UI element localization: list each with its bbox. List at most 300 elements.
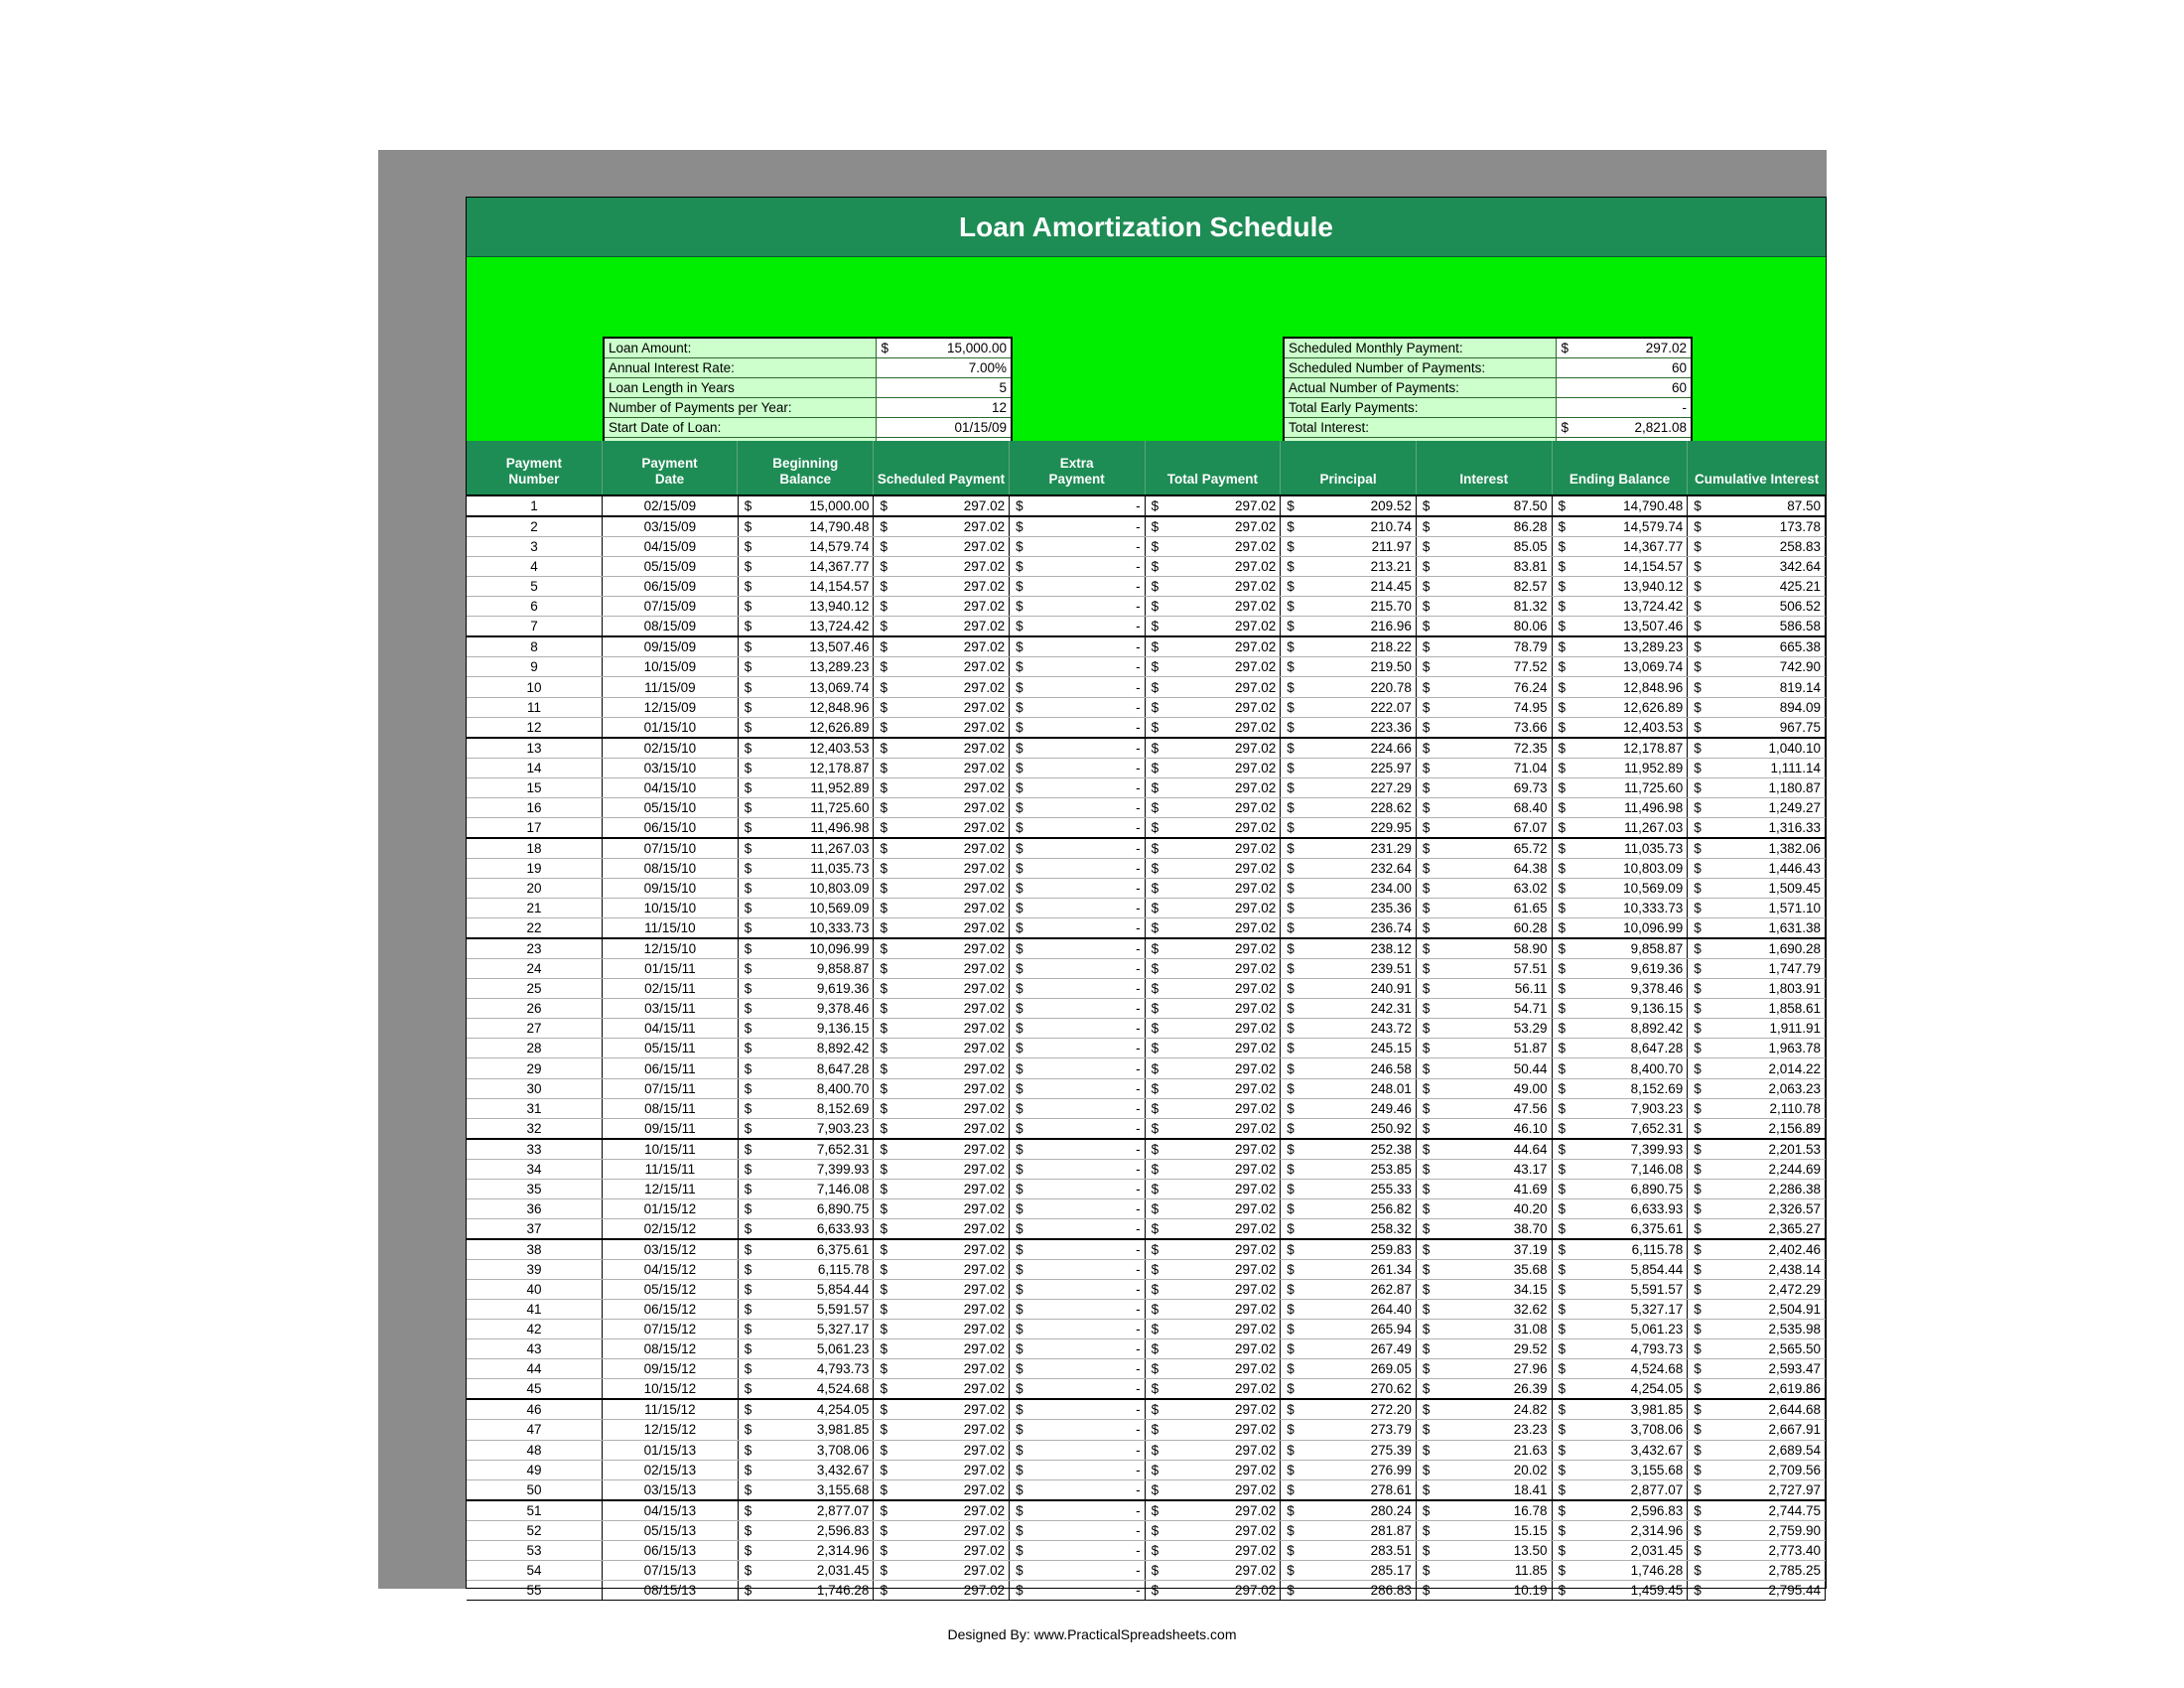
col-scheduled-payment-cell: [874, 959, 1010, 979]
col-total-payment-header: Total Payment: [1146, 441, 1282, 494]
col-principal-cell: [1281, 777, 1417, 797]
summary-value-cell[interactable]: [1556, 377, 1692, 397]
col-cumulative-interest-cell: [1688, 677, 1826, 697]
col-ending-balance-cell: [1552, 677, 1688, 697]
cell-value: 297.02: [1234, 1341, 1277, 1357]
currency-symbol: $: [1287, 1220, 1295, 1236]
col-scheduled-payment-cell: [874, 1500, 1010, 1521]
cell-value: 1,316.33: [1768, 819, 1821, 835]
col-beginning-balance-cell: [738, 979, 874, 999]
col-ending-balance-cell: [1552, 1440, 1688, 1460]
currency-symbol: $: [1422, 1282, 1431, 1298]
col-interest-cell: [1416, 1218, 1552, 1239]
currency-symbol: $: [1287, 799, 1295, 815]
loan-info-value-cell[interactable]: [876, 397, 1012, 417]
cell-value: 297.02: [1234, 1502, 1277, 1518]
col-ending-balance-cell: [1552, 838, 1688, 859]
summary-value-cell[interactable]: [1556, 397, 1692, 417]
cell-value: 297.02: [1234, 539, 1277, 555]
cell-value: 248.01: [1370, 1080, 1412, 1096]
cell-value: 15,000.00: [809, 498, 870, 514]
loan-info-row: [604, 397, 1012, 417]
col-cumulative-interest-cell: [1688, 1420, 1826, 1440]
cell-value: -: [1136, 760, 1141, 775]
cell-value: 297.02: [963, 1261, 1006, 1277]
currency-symbol: $: [1151, 760, 1160, 775]
cell-value: 272.20: [1370, 1402, 1412, 1418]
col-payment-number-cell: 49: [467, 1460, 603, 1479]
cell-value: 12,403.53: [809, 740, 870, 756]
currency-symbol: $: [1151, 1282, 1160, 1298]
currency-symbol: $: [1151, 498, 1160, 514]
col-extra-payment-cell: [1010, 1098, 1146, 1118]
col-extra-payment-cell: [1010, 516, 1146, 537]
cell-value: 4,793.73: [816, 1361, 870, 1377]
currency-symbol: $: [1287, 1402, 1295, 1418]
currency-symbol: $: [744, 679, 752, 695]
col-beginning-balance-cell: [738, 1300, 874, 1320]
summary-label: Total Interest:: [1284, 417, 1556, 437]
col-ending-balance-cell: [1552, 1420, 1688, 1440]
cell-value: 297.02: [963, 880, 1006, 896]
currency-symbol: $: [744, 1041, 752, 1056]
col-payment-number-cell: 3: [467, 537, 603, 557]
cell-value: 54.71: [1513, 1001, 1548, 1017]
col-beginning-balance-cell: [738, 1560, 874, 1580]
col-payment-date-cell: 07/15/11: [603, 1078, 739, 1098]
col-payment-date-cell: 09/15/12: [603, 1359, 739, 1379]
col-ending-balance-cell: [1552, 797, 1688, 817]
table-row: [467, 1500, 1826, 1521]
cell-value: 12,178.87: [1623, 740, 1684, 756]
currency-symbol: $: [1287, 1422, 1295, 1438]
table-row: [467, 1300, 1826, 1320]
col-scheduled-payment-cell: [874, 878, 1010, 898]
cell-value: 26.39: [1513, 1381, 1548, 1397]
cell-value: 82.57: [1513, 579, 1548, 595]
currency-symbol: $: [1287, 760, 1295, 775]
currency-symbol: $: [1694, 1322, 1702, 1337]
col-ending-balance-cell: [1552, 979, 1688, 999]
currency-symbol: $: [1016, 1021, 1024, 1037]
cell-value: 209.52: [1370, 498, 1412, 514]
currency-symbol: $: [1287, 639, 1295, 655]
cell-value: -: [1136, 1562, 1141, 1578]
cell-value: 210.74: [1370, 519, 1412, 535]
loan-info-value-cell[interactable]: [876, 377, 1012, 397]
cell-value: 232.64: [1370, 860, 1412, 876]
loan-info-label: Loan Amount:: [604, 338, 876, 357]
col-payment-date-cell: 03/15/09: [603, 516, 739, 537]
currency-symbol: $: [1422, 1080, 1431, 1096]
currency-symbol: $: [880, 1080, 887, 1096]
col-interest-cell: [1416, 1198, 1552, 1218]
col-total-payment-cell: [1145, 1560, 1281, 1580]
col-payment-date-cell: 07/15/13: [603, 1560, 739, 1580]
col-scheduled-payment-cell: [874, 1440, 1010, 1460]
table-row: [467, 1420, 1826, 1440]
col-ending-balance-cell: [1552, 697, 1688, 717]
currency-symbol: $: [1422, 1181, 1431, 1196]
col-ending-balance-cell: [1552, 738, 1688, 759]
currency-symbol: $: [1016, 1241, 1024, 1257]
currency-symbol: $: [1287, 519, 1295, 535]
currency-symbol: $: [1422, 740, 1431, 756]
cell-value: -: [1136, 1241, 1141, 1257]
col-principal-cell: [1281, 899, 1417, 918]
col-ending-balance-cell: [1552, 1019, 1688, 1039]
cell-value: 249.46: [1370, 1100, 1412, 1116]
cell-value: 2,689.54: [1768, 1442, 1821, 1458]
col-payment-date-header: Payment Date: [603, 441, 739, 494]
col-cumulative-interest-cell: [1688, 758, 1826, 777]
col-beginning-balance-cell: [738, 1479, 874, 1500]
currency-symbol: $: [1422, 659, 1431, 675]
col-payment-date-cell: 11/15/10: [603, 918, 739, 939]
currency-symbol: $: [1422, 1442, 1431, 1458]
col-extra-payment-cell: [1010, 1379, 1146, 1400]
cell-value: 41.69: [1513, 1181, 1548, 1196]
cell-value: 6,115.78: [1631, 1241, 1684, 1257]
currency-symbol: $: [1694, 779, 1702, 795]
currency-symbol: $: [880, 981, 887, 997]
cell-value: 265.94: [1370, 1322, 1412, 1337]
cell-value: 218.22: [1370, 639, 1412, 655]
col-cumulative-interest-cell: [1688, 1058, 1826, 1078]
currency-symbol: $: [1694, 1060, 1702, 1076]
summary-row: [1284, 417, 1692, 437]
cell-value: 7,146.08: [1630, 1161, 1684, 1177]
loan-input-area: [467, 257, 1826, 441]
cell-value: 297.02: [1234, 1282, 1277, 1298]
cell-value: 77.52: [1513, 659, 1548, 675]
col-scheduled-payment-cell: [874, 677, 1010, 697]
col-scheduled-payment-cell: [874, 918, 1010, 939]
loan-info-row: [604, 357, 1012, 377]
col-scheduled-payment-cell: [874, 657, 1010, 677]
cell-value: -: [1136, 880, 1141, 896]
currency-symbol: $: [1287, 901, 1295, 916]
col-total-payment-cell: [1145, 999, 1281, 1019]
col-payment-number-cell: 48: [467, 1440, 603, 1460]
cell-value: 15.15: [1513, 1522, 1548, 1538]
currency-symbol: $: [880, 1120, 887, 1136]
currency-symbol: $: [1287, 1141, 1295, 1157]
loan-info-value-cell[interactable]: [876, 357, 1012, 377]
currency-symbol: $: [880, 799, 887, 815]
currency-symbol: $: [744, 1422, 752, 1438]
cell-value: 9,136.15: [816, 1021, 870, 1037]
currency-symbol: $: [1694, 699, 1702, 715]
currency-symbol: $: [1558, 1341, 1567, 1357]
currency-symbol: $: [1694, 1041, 1702, 1056]
col-total-payment-cell: [1145, 938, 1281, 959]
cell-value: 297.02: [963, 659, 1006, 675]
col-principal-cell: [1281, 597, 1417, 617]
currency-symbol: $: [1694, 1001, 1702, 1017]
currency-symbol: $: [1016, 619, 1024, 634]
col-ending-balance-cell: [1552, 938, 1688, 959]
col-extra-payment-cell: [1010, 738, 1146, 759]
currency-symbol: $: [744, 740, 752, 756]
col-scheduled-payment-cell: [874, 1098, 1010, 1118]
col-interest-cell: [1416, 1520, 1552, 1540]
cell-value: -: [1136, 1522, 1141, 1538]
col-cumulative-interest-cell: [1688, 1218, 1826, 1239]
col-total-payment-cell: [1145, 797, 1281, 817]
col-beginning-balance-cell: [738, 1198, 874, 1218]
col-total-payment-cell: [1145, 1339, 1281, 1359]
col-cumulative-interest-cell: [1688, 918, 1826, 939]
col-interest-cell: [1416, 1078, 1552, 1098]
currency-symbol: $: [1016, 799, 1024, 815]
cell-value: 2,438.14: [1768, 1261, 1821, 1277]
cell-value: 14,367.77: [1623, 539, 1684, 555]
col-extra-payment-cell: [1010, 777, 1146, 797]
cell-value: -: [1136, 1100, 1141, 1116]
cell-value: 228.62: [1370, 799, 1412, 815]
cell-value: -: [1136, 1080, 1141, 1096]
cell-value: 2,286.38: [1768, 1181, 1821, 1196]
col-principal-cell: [1281, 1500, 1417, 1521]
col-cumulative-interest-cell: [1688, 516, 1826, 537]
col-payment-number-cell: 33: [467, 1139, 603, 1160]
currency-symbol: $: [1016, 1481, 1024, 1497]
currency-symbol: $: [1558, 981, 1567, 997]
col-scheduled-payment-cell: [874, 777, 1010, 797]
currency-symbol: $: [1694, 840, 1702, 856]
currency-symbol: $: [1016, 559, 1024, 575]
cell-value: 223.36: [1370, 719, 1412, 735]
currency-symbol: $: [880, 1200, 887, 1216]
currency-symbol: $: [1287, 1341, 1295, 1357]
cell-value: -: [1136, 961, 1141, 977]
currency-symbol: $: [1016, 659, 1024, 675]
cell-value: 11,725.60: [1624, 779, 1684, 795]
currency-symbol: $: [880, 901, 887, 916]
currency-symbol: $: [1151, 1161, 1160, 1177]
cell-value: 2,759.90: [1768, 1522, 1821, 1538]
cell-value: 1,382.06: [1768, 840, 1821, 856]
currency-symbol: $: [744, 559, 752, 575]
col-ending-balance-cell: [1552, 899, 1688, 918]
col-scheduled-payment-cell: [874, 738, 1010, 759]
loan-info-value-cell[interactable]: [876, 338, 1012, 357]
col-payment-number-cell: 52: [467, 1520, 603, 1540]
currency-symbol: $: [1694, 740, 1702, 756]
cell-value: 297.02: [963, 1100, 1006, 1116]
loan-info-value-cell[interactable]: [876, 417, 1012, 437]
currency-symbol: $: [1558, 1100, 1567, 1116]
cell-value: -: [1136, 1302, 1141, 1318]
currency-symbol: $: [744, 860, 752, 876]
col-payment-date-cell: 02/15/13: [603, 1460, 739, 1479]
col-cumulative-interest-header: Cumulative Interest: [1695, 472, 1820, 487]
cell-value: 215.70: [1370, 599, 1412, 615]
cell-value: 297.02: [1234, 819, 1277, 835]
summary-label: Total Early Payments:: [1284, 397, 1556, 417]
summary-value-cell[interactable]: [1556, 338, 1692, 357]
cell-value: 38.70: [1513, 1220, 1548, 1236]
cell-value: 6,633.93: [816, 1220, 870, 1236]
currency-symbol: $: [1558, 1502, 1567, 1518]
cell-value: 297.02: [963, 941, 1006, 957]
cell-value: 297.02: [963, 1562, 1006, 1578]
col-ending-balance-cell: [1552, 1479, 1688, 1500]
col-total-payment-cell: [1145, 878, 1281, 898]
table-row: [467, 1440, 1826, 1460]
col-extra-payment-cell: [1010, 1320, 1146, 1339]
currency-symbol: $: [1422, 1302, 1431, 1318]
col-ending-balance-cell: [1552, 817, 1688, 838]
currency-symbol: $: [1422, 619, 1431, 634]
cell-value: 259.83: [1370, 1241, 1412, 1257]
cell-value: -: [1136, 779, 1141, 795]
cell-value: 276.99: [1370, 1462, 1412, 1477]
cell-value: 50.44: [1513, 1060, 1548, 1076]
cell-value: 5,591.57: [1630, 1282, 1684, 1298]
cell-value: 2,314.96: [816, 1542, 870, 1558]
cell-value: 270.62: [1370, 1381, 1412, 1397]
col-total-payment-cell: [1145, 858, 1281, 878]
col-payment-date-cell: 03/15/13: [603, 1479, 739, 1500]
col-cumulative-interest-cell: [1688, 1078, 1826, 1098]
col-interest-cell: [1416, 738, 1552, 759]
currency-symbol: $: [880, 1241, 887, 1257]
currency-symbol: $: [1694, 799, 1702, 815]
cell-value: 297.02: [963, 1442, 1006, 1458]
cell-value: -: [1136, 599, 1141, 615]
currency-symbol: $: [744, 1220, 752, 1236]
cell-value: 76.24: [1513, 679, 1548, 695]
col-cumulative-interest-cell: [1688, 1320, 1826, 1339]
table-row: [467, 1540, 1826, 1560]
cell-value: 297.02: [963, 740, 1006, 756]
col-payment-date-cell: 01/15/11: [603, 959, 739, 979]
cell-value: 297.02: [963, 1402, 1006, 1418]
cell-value: 219.50: [1370, 659, 1412, 675]
currency-symbol: $: [1287, 498, 1295, 514]
currency-symbol: $: [1287, 740, 1295, 756]
cell-value: 85.05: [1513, 539, 1548, 555]
cell-value: 9,378.46: [816, 1001, 870, 1017]
cell-value: 506.52: [1779, 599, 1821, 615]
cell-value: 224.66: [1370, 740, 1412, 756]
currency-symbol: $: [744, 1481, 752, 1497]
table-row: [467, 838, 1826, 859]
currency-symbol: $: [1422, 799, 1431, 815]
col-beginning-balance-cell: [738, 1039, 874, 1058]
cell-value: 297.02: [963, 1361, 1006, 1377]
col-payment-number-cell: 7: [467, 617, 603, 637]
cell-value: 297.02: [963, 1021, 1006, 1037]
col-scheduled-payment-cell: [874, 1078, 1010, 1098]
currency-symbol: $: [1558, 619, 1567, 634]
currency-symbol: $: [1151, 1522, 1160, 1538]
cell-value: 81.32: [1513, 599, 1548, 615]
cell-value: 14,154.57: [809, 579, 870, 595]
col-beginning-balance-cell: [738, 1540, 874, 1560]
col-cumulative-interest-cell: [1688, 597, 1826, 617]
currency-symbol: $: [744, 1302, 752, 1318]
cell-value: 297.02: [1234, 1120, 1277, 1136]
col-cumulative-interest-cell: [1688, 999, 1826, 1019]
col-payment-number-cell: 53: [467, 1540, 603, 1560]
col-beginning-balance-cell: [738, 838, 874, 859]
col-payment-number-cell: 25: [467, 979, 603, 999]
currency-symbol: $: [1558, 1241, 1567, 1257]
cell-value: -: [1136, 1422, 1141, 1438]
currency-symbol: $: [1016, 1381, 1024, 1397]
col-scheduled-payment-cell: [874, 537, 1010, 557]
currency-symbol: $: [744, 699, 752, 715]
cell-value: 11,035.73: [1624, 840, 1684, 856]
cell-value: -: [1136, 860, 1141, 876]
currency-symbol: $: [1694, 1422, 1702, 1438]
col-interest-cell: [1416, 617, 1552, 637]
currency-symbol: $: [1694, 1442, 1702, 1458]
currency-symbol: $: [744, 719, 752, 735]
currency-symbol: $: [1558, 719, 1567, 735]
col-beginning-balance-cell: [738, 1118, 874, 1139]
cell-value: 65.72: [1513, 840, 1548, 856]
col-interest-cell: [1416, 777, 1552, 797]
col-total-payment-cell: [1145, 1259, 1281, 1279]
col-scheduled-payment-cell: [874, 938, 1010, 959]
cell-value: 297.02: [1234, 1080, 1277, 1096]
cell-value: 297.02: [1234, 1462, 1277, 1477]
currency-symbol: $: [744, 1462, 752, 1477]
cell-value: 13,940.12: [1623, 579, 1684, 595]
summary-value-cell[interactable]: [1556, 357, 1692, 377]
currency-symbol: $: [1558, 1200, 1567, 1216]
col-extra-payment-cell: [1010, 1019, 1146, 1039]
col-principal-cell: [1281, 1540, 1417, 1560]
table-row: [467, 1399, 1826, 1420]
cell-value: 227.29: [1370, 779, 1412, 795]
col-payment-number-cell: 50: [467, 1479, 603, 1500]
currency-symbol: $: [744, 1080, 752, 1096]
col-extra-payment-cell: [1010, 1280, 1146, 1300]
cell-value: 12,848.96: [809, 699, 870, 715]
currency-symbol: $: [1694, 639, 1702, 655]
col-ending-balance-cell: [1552, 1179, 1688, 1198]
cell-value: -: [1136, 659, 1141, 675]
col-principal-cell: [1281, 878, 1417, 898]
col-beginning-balance-cell: [738, 1440, 874, 1460]
col-extra-payment-cell: [1010, 657, 1146, 677]
col-extra-payment-cell: [1010, 1339, 1146, 1359]
col-principal-cell: [1281, 1259, 1417, 1279]
col-ending-balance-cell: [1552, 1560, 1688, 1580]
currency-symbol: $: [1151, 559, 1160, 575]
col-extra-payment-cell: [1010, 1259, 1146, 1279]
cell-value: 1,249.27: [1768, 799, 1821, 815]
summary-value-cell[interactable]: [1556, 417, 1692, 437]
col-cumulative-interest-cell: [1688, 817, 1826, 838]
col-extra-payment-cell: [1010, 1139, 1146, 1160]
cell-value: 283.51: [1370, 1542, 1412, 1558]
currency-symbol: $: [1151, 819, 1160, 835]
table-row: [467, 677, 1826, 697]
col-payment-date-cell: 12/15/10: [603, 938, 739, 959]
cell-value: 23.23: [1513, 1422, 1548, 1438]
table-row: [467, 697, 1826, 717]
currency-symbol: $: [880, 1261, 887, 1277]
currency-symbol: $: [1016, 880, 1024, 896]
currency-symbol: $: [1016, 1100, 1024, 1116]
cell-value: 2,244.69: [1768, 1161, 1821, 1177]
